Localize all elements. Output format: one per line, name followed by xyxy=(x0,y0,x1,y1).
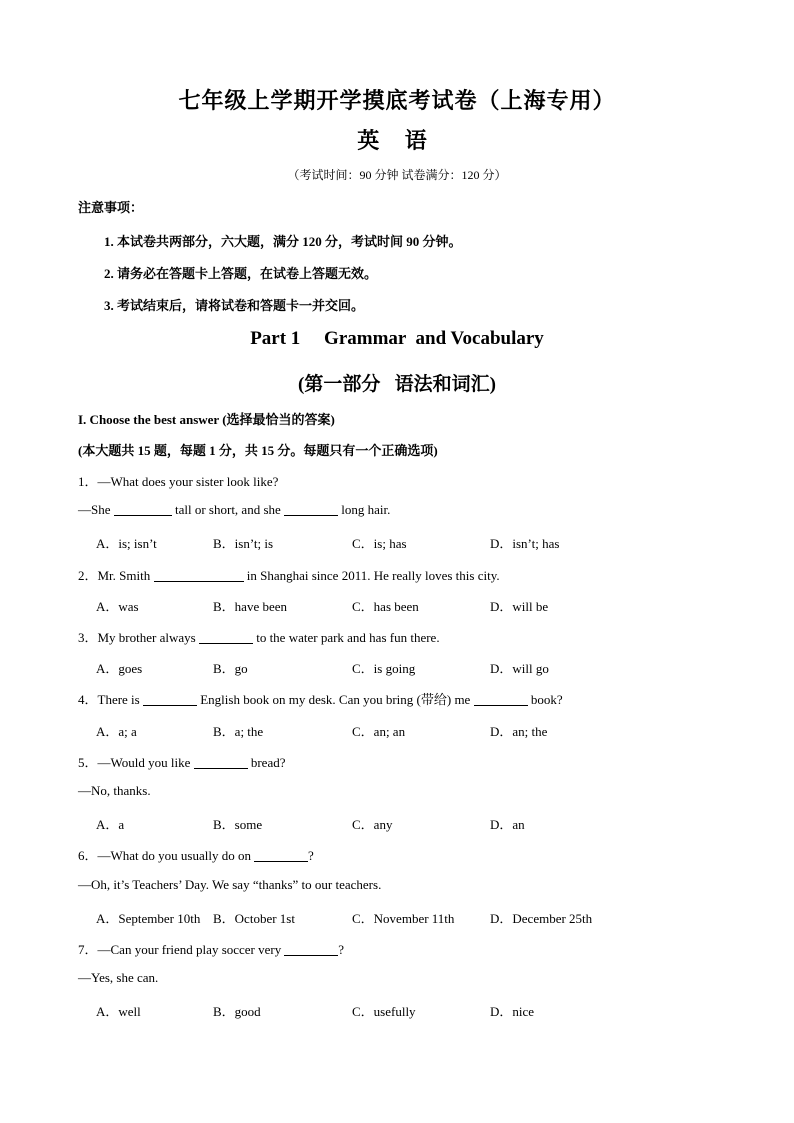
option-b: B．a; the xyxy=(213,724,264,739)
option-b: B．isn’t; is xyxy=(213,536,274,551)
question-6-answer: —Oh, it’s Teachers’ Day. We say “thanks” to our teachers. xyxy=(78,877,382,892)
option-a: A．well xyxy=(96,1004,141,1019)
option-c: C．November 11th xyxy=(352,911,455,926)
text-fragment: long hair. xyxy=(341,502,391,517)
text-fragment: to the water park and has fun there. xyxy=(256,630,440,645)
option-b: B．have been xyxy=(213,599,288,614)
question-1-stem: 1．—What does your sister look like? xyxy=(78,474,279,489)
text-fragment: in Shanghai since 2011. He really loves this city. xyxy=(246,568,500,583)
question-7-answer: —Yes, she can. xyxy=(78,970,159,985)
answer-blank xyxy=(199,631,253,644)
option-d: D．an xyxy=(490,817,525,832)
text-fragment: —She xyxy=(78,502,111,517)
question-1-line xyxy=(78,502,390,518)
notice-item: 2. 请务必在答题卡上答题，在试卷上答题无效。 xyxy=(104,266,378,281)
text-fragment: ? xyxy=(338,942,345,957)
answer-blank xyxy=(474,693,528,706)
section-note: (本大题共 15 题，每题 1 分，共 15 分。每题只有一个正确选项) xyxy=(78,443,438,458)
answer-blank xyxy=(254,849,308,862)
option-a: A．was xyxy=(96,599,139,614)
option-b: B．some xyxy=(213,817,263,832)
question-5-stem xyxy=(78,752,285,771)
option-c: C．has been xyxy=(352,599,419,614)
text-fragment: 6．—What do you usually do on xyxy=(78,848,251,863)
part-title: Part 1 Grammar and Vocabulary xyxy=(250,328,544,349)
text-fragment: book? xyxy=(530,692,563,707)
option-a: A．a xyxy=(96,817,125,832)
text-fragment: bread? xyxy=(250,755,286,770)
question-7-stem xyxy=(78,939,344,958)
option-d: D．an; the xyxy=(490,724,548,739)
subject-title: 英 语 xyxy=(357,128,437,153)
option-c: C．an; an xyxy=(352,724,406,739)
option-b: B．good xyxy=(213,1004,261,1019)
text-fragment: 4．There is xyxy=(78,692,140,707)
answer-blank xyxy=(154,569,244,582)
notice-heading: 注意事项： xyxy=(78,200,144,215)
option-b: B．go xyxy=(213,661,248,676)
answer-blank xyxy=(194,756,248,769)
option-a: A．goes xyxy=(96,661,143,676)
option-b: B．October 1st xyxy=(213,911,295,926)
answer-blank xyxy=(143,693,197,706)
section-title: I. Choose the best answer (选择最恰当的答案) xyxy=(78,412,335,427)
option-c: C．is; has xyxy=(352,536,407,551)
option-d: D．nice xyxy=(490,1004,535,1019)
option-d: D．December 25th xyxy=(490,911,593,926)
question-4-stem xyxy=(78,689,563,708)
option-c: C．is going xyxy=(352,661,416,676)
option-d: D．isn’t; has xyxy=(490,536,560,551)
option-a: A．is; isn’t xyxy=(96,536,157,551)
text-fragment: 3．My brother always xyxy=(78,630,196,645)
text-fragment: English book on my desk. Can you bring (带给) me xyxy=(200,692,471,707)
notice-item: 1. 本试卷共两部分，六大题，满分 120 分，考试时间 90 分钟。 xyxy=(104,234,462,249)
notice-item: 3. 考试结束后，请将试卷和答题卡一并交回。 xyxy=(104,298,365,313)
text-fragment: tall or short, and she xyxy=(175,502,281,517)
question-5-answer: —No, thanks. xyxy=(78,783,151,798)
exam-info: （考试时间：90 分钟 试卷满分：120 分） xyxy=(287,168,507,182)
part-subtitle: (第一部分 语法和词汇) xyxy=(298,374,496,395)
text-fragment: 2．Mr. Smith xyxy=(78,568,151,583)
text-fragment: ? xyxy=(307,848,314,863)
option-c: C．any xyxy=(352,817,393,832)
option-d: D．will go xyxy=(490,661,549,676)
answer-blank xyxy=(114,503,172,516)
answer-blank xyxy=(284,943,338,956)
text-fragment: 7．—Can your friend play soccer very xyxy=(78,942,282,957)
exam-title: 七年级上学期开学摸底考试卷（上海专用） xyxy=(178,88,616,113)
option-c: C．usefully xyxy=(352,1004,416,1019)
answer-blank xyxy=(284,503,338,516)
question-2-stem xyxy=(78,565,500,584)
question-3-stem xyxy=(78,627,440,646)
option-d: D．will be xyxy=(490,599,549,614)
option-a: A．a; a xyxy=(96,724,137,739)
text-fragment: 5．—Would you like xyxy=(78,755,191,770)
option-a: A．September 10th xyxy=(96,911,201,926)
question-6-stem xyxy=(78,845,314,864)
